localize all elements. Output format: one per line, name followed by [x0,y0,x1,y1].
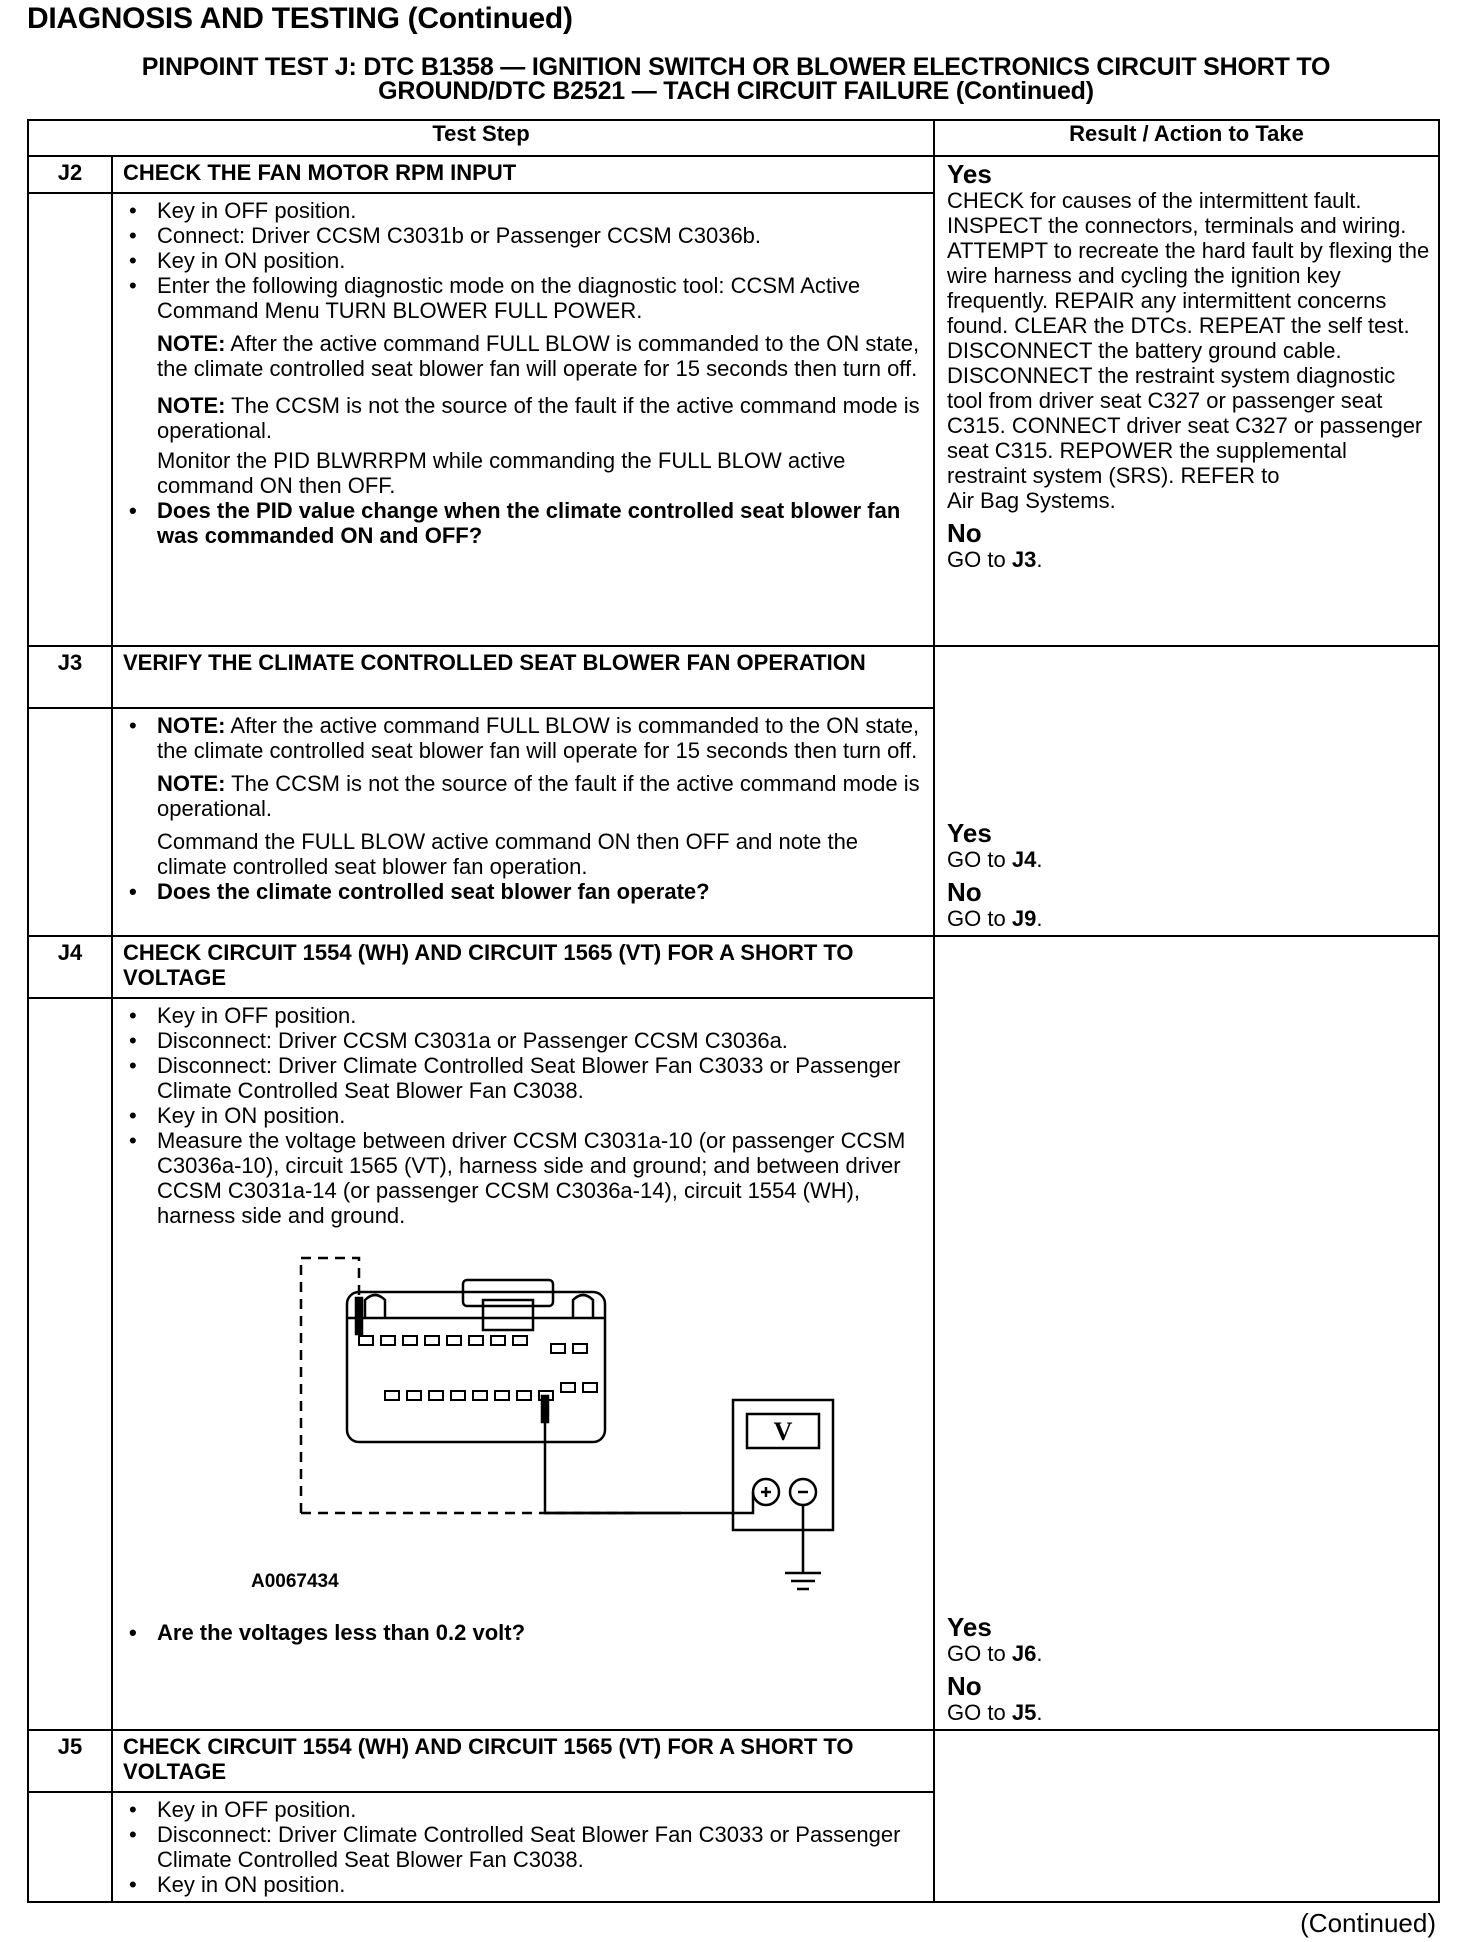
go-to-target: J9 [1011,906,1037,931]
pinpoint-test-title [27,55,1445,103]
step-bullet: • Disconnect: Driver CCSM C3031a or Passenger CCSM C3036a. [121,1028,927,1053]
step-id-spacer [28,193,112,646]
step-bullet: • Disconnect: Driver Climate Controlled Seat Blower Fan C3033 or Passenger Climate Controlled Seat Blower Fan C3038. [121,1822,927,1872]
go-to-target: J5 [1011,1700,1037,1725]
no-action [947,1700,1430,1725]
step-instruction: Monitor the PID BLWRRPM while commanding the FULL BLOW active command ON then OFF. [157,448,846,498]
step-j4-body [112,998,934,1730]
period: . [1036,906,1043,931]
step-j3-title-row [28,646,1439,708]
step-j5-title-row [28,1730,1439,1792]
step-instruction: Command the FULL BLOW active command ON then OFF and note the climate controlled seat blower fan operation. [157,829,859,879]
voltmeter-symbol: V [773,1417,793,1446]
go-to-target: J4 [1011,847,1037,872]
note-text: The CCSM is not the source of the fault if the active command mode is operational. [157,771,920,821]
col-header-test-step: Test Step [28,120,934,156]
go-to-text: GO to [947,1641,1006,1666]
period: . [1036,1641,1043,1666]
step-j2-body [112,193,934,646]
step-title: CHECK CIRCUIT 1554 (WH) AND CIRCUIT 1565 (VT) FOR A SHORT TO VOLTAGE [112,936,934,998]
pinpoint-test-title-line1: PINPOINT TEST J: DTC B1358 — IGNITION SWITCH OR BLOWER ELECTRONICS CIRCUIT SHORT TO [141,53,1331,81]
no-action [947,547,1430,572]
positive-lead [545,1492,753,1513]
step-bullet: • Key in OFF position. [121,198,927,223]
note-text: After the active command FULL BLOW is commanded to the ON state, the climate controlled seat blower fan will operate for 15 seconds then turn off. [157,713,920,763]
step-bullet: • Disconnect: Driver Climate Controlled Seat Blower Fan C3033 or Passenger Climate Controlled Seat Blower Fan C3038. [121,1053,927,1103]
note [121,771,927,821]
step-id-spacer [28,708,112,936]
step-j3-result [934,646,1439,936]
table-header-row [28,120,1439,156]
yes-label: Yes [947,159,992,189]
step-question: • Does the climate controlled seat blower fan operate? [121,879,927,904]
step-j4-title-row [28,936,1439,998]
step-id: J2 [28,156,112,193]
step-id: J5 [28,1730,112,1792]
pinpoint-test-title-line2: GROUND/DTC B2521 — TACH CIRCUIT FAILURE (Continued) [378,77,1094,105]
page-title: DIAGNOSIS AND TESTING (Continued) [27,2,573,35]
note [121,393,927,443]
note-label: NOTE: [157,713,226,738]
period: . [1036,847,1043,872]
no-label: No [947,877,982,907]
step-j3-body [112,708,934,936]
note-label: NOTE: [157,393,226,418]
step-question: • Are the voltages less than 0.2 volt? [121,1620,927,1645]
step-bullet: • Connect: Driver CCSM C3031b or Passenger CCSM C3036b. [121,223,927,248]
period: . [1036,547,1043,572]
step-j5-result [934,1730,1439,1902]
step-j2-title-row [28,156,1439,193]
step-question: • Does the PID value change when the climate controlled seat blower fan was commanded ON and OFF? [121,498,927,548]
yes-action-reference: Air Bag Systems. [947,488,1116,513]
step-title: CHECK CIRCUIT 1554 (WH) AND CIRCUIT 1565 (VT) FOR A SHORT TO VOLTAGE [112,1730,934,1792]
note-text: After the active command FULL BLOW is commanded to the ON state, the climate controlled seat blower fan will operate for 15 seconds then turn off. [157,331,920,381]
continued-label: (Continued) [1300,1908,1436,1938]
note [121,713,927,763]
step-j2-result [934,156,1439,646]
step-id: J4 [28,936,112,998]
step-bullet: • Key in OFF position. [121,1003,927,1028]
step-id-spacer [28,1792,112,1902]
step-bullet: • Key in ON position. [121,1103,927,1128]
pinpoint-test-table [27,119,1440,1903]
yes-label: Yes [947,818,992,848]
go-to-target: J3 [1011,547,1037,572]
plus-sign [761,1487,771,1497]
period: . [1036,1700,1043,1725]
step-id-spacer [28,998,112,1730]
ground-symbol [785,1573,821,1589]
voltmeter-diagram [121,1228,927,1620]
note-label: NOTE: [157,331,226,356]
step-bullet: • Key in OFF position. [121,1797,927,1822]
figure-id: A0067434 [251,1571,339,1592]
no-label: No [947,518,982,548]
step-id: J3 [28,646,112,708]
step-j4-result [934,936,1439,1730]
go-to-text: GO to [947,847,1006,872]
go-to-text: GO to [947,547,1006,572]
step-j5-body [112,1792,934,1902]
yes-action: CHECK for causes of the intermittent fault. INSPECT the connectors, terminals and wiring. ATTEMPT to recreate the hard fault by flexing the wire harness and cycling the ignition key frequently. REPAIR any intermittent concerns found. CLEAR the DTCs. REPEAT the self test. DISCONNECT the battery ground cable. DISCONNECT the restraint system diagnostic tool from driver seat C327 or passenger seat C315. CONNECT driver seat C327 or passenger seat C315. REPOWER the supplemental restraint system (SRS). REFER to [947,188,1430,488]
yes-label: Yes [947,1612,992,1642]
no-label: No [947,1671,982,1701]
step-bullet: • Measure the voltage between driver CCSM C3031a-10 (or passenger CCSM C3036a-10), circuit 1565 (VT), harness side and ground; and between driver CCSM C3031a-14 (or passenger CCSM C3036a-14), circuit 1554 (WH), harness side and ground. [121,1128,927,1228]
yes-action [947,847,1430,872]
note-text: The CCSM is not the source of the fault if the active command mode is operational. [157,393,920,443]
step-bullet: • Key in ON position. [121,1872,927,1897]
note [121,331,927,381]
note-label: NOTE: [157,771,226,796]
yes-action [947,1641,1430,1666]
go-to-text: GO to [947,1700,1006,1725]
step-title: VERIFY THE CLIMATE CONTROLLED SEAT BLOWER FAN OPERATION [112,646,934,708]
voltmeter-illustration [121,1228,941,1620]
step-bullet: • Key in ON position. [121,248,927,273]
step-bullet: • Enter the following diagnostic mode on the diagnostic tool: CCSM Active Command Menu TURN BLOWER FULL POWER. [121,273,927,323]
step-title: CHECK THE FAN MOTOR RPM INPUT [112,156,934,193]
go-to-text: GO to [947,906,1006,931]
col-header-result: Result / Action to Take [934,120,1439,156]
no-action [947,906,1430,931]
go-to-target: J6 [1011,1641,1037,1666]
